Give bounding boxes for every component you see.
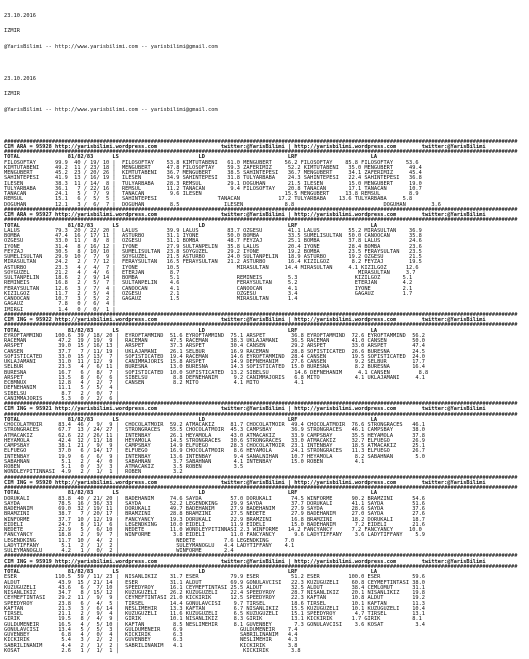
horse-row: DOGUHAN 12.1 3 / 6/ 7 | DOGUHAN 8.5 ILESEN 8.8 DOGUHAN 3.6: [4, 201, 441, 208]
horse-row: TULYARBABA 36.1 7 / 22/ 16 | REMSUL 11.2 TANACAN 9.4 FILOSOFTAY 20.8 TANACAN 17.1 TANACAN 10.7: [4, 185, 422, 192]
column-header-row: TOTAL 81/82/83 LS LD LRF LA: [4, 327, 378, 334]
horse-row: WONDLEYPITINNASI 4.9 2 / 1/ 1 | ROBEN 3.2: [4, 469, 183, 476]
horse-row: CANOOCAN 10.7 3 / 5/ 2 | GAGAUZ 1.5 MIRASULTAN 1.4: [4, 296, 298, 302]
horse-row: SABRILINANIM 4.4 2 / 1/ 2 | SABRILINANIM 4.1 KICKIRIK 3.8: [4, 642, 298, 649]
horse-row: CANIMMAJORIS 5.3 0 / 2/ 6 |: [4, 395, 119, 402]
section-separator: #################################################################################################################################################################: [4, 311, 518, 318]
horse-row: GAGAUZ 7.8 0 / 6/ 4 |: [4, 301, 116, 308]
horse-row: KUZUGUZELI 43.6 6 / 7/ 10 | SPEEDYROY 16.1 CEYMEFTINTASI 25.5 ALDUT 32.5 ALDUT 38.4 CEMLOMUT 31.1: [4, 584, 425, 591]
race-section: [4, 554, 525, 654]
horse-row: UKLAJAMANI 31.0 11 / 12/ 9 | CANIMMAJORIS 15.8 ARSPET 14.9 DEFNEHANIM 27.6 CANSEN 9.2 SELBUR 17.7: [4, 359, 425, 365]
column-header-row: TOTAL 81/82/83 LS LD LRF LA: [4, 569, 378, 575]
report-city: IZMIR: [4, 28, 20, 35]
horse-row: ESER 110.5 59 / 11/ 23 | NISANLIKIZ 31.7 ESER 79.9 ESER 51.2 ESER 100.0 ESER 59.6: [4, 574, 425, 581]
race-section: [4, 313, 525, 402]
horse-row: STRONGRACES 67.7 13 / 24/ 27 | STRONGRACES 55.5 CHOCOLATMOIR 45.3 CAMPSBAY 36.9 STRONGRACES 46.1 CAMPSBAY 38.0: [4, 427, 425, 434]
horse-row: MENGUBERT 45.2 23 / 20/ 26 | KIMTUTABENI 36.7 MENGUBERT 38.5 SAHINTEPESI 36.7 MENGUBERT 34.1 ZAFERIMIZ 45.4: [4, 170, 422, 176]
section-title: CIM ING = 95921 http://yarisbilimi.wordpress.com twitter:@YarisBilimi | http://yarisbilimi.wordpress.com twitter:@YarisBilimi: [4, 406, 486, 413]
horse-row: MIRASULTAN 24.2 2 / 7/ 12 | FERAYSULTAN 16.5 FERAYSULTAN 21.2 ASTURBO 16.4 KIZILGOZ 8.2 FEYZAJ 19.5: [4, 259, 422, 266]
section-separator: #################################################################################################################################################################: [4, 149, 518, 155]
horse-row: DORUKALI 83.8 40 / 21/ 20 | BADEHANIM 74.6 SAYDA 57.0 DORUKALI 74.5 WINFORME 90.2 BRAMZINI 54.6: [4, 495, 425, 502]
horse-row: REMINEIS 16.8 2 / 5/ 7 | SULTANPELIN 4.6 FERAYSULTAN 5.2 ETERJAN 4.2: [4, 280, 413, 287]
column-header-row: TOTAL 81/82/83 LS LD LRF LA: [4, 416, 378, 423]
horse-row: SOYGUZEL 21.2 4 / 4/ 6 | ETERJAN 8.7 MIRASULTAN 3.7: [4, 269, 416, 276]
horse-row: BOMBA 47.4 16 / 17/ 11 | ASTURBO 31.1 IYONE 50.0 BOMBA 33.5 SUMELISULTAN 50.0 CANOOCAN 35.8: [4, 233, 422, 239]
horse-row: WINFORME 37.7 10 / 12/ 19 | FANCYANCY 19.3 DORUKALI 22.9 BRAMZINI 16.8 BRAMZINI 18.2 DORUKALI 18.7: [4, 516, 425, 523]
horse-row: ARSPET 13.5 8 / 6/ 6 | SIBELSU 8.8 DEFNEHANIM 9.2 CANIMMAJORIS 6.8 MITO 4.1 UKLAJAMANI 4.1: [4, 374, 425, 381]
report-page: [4, 3, 525, 654]
horse-row: KICKIRIK 5.4 3 / 2/ 2 | GUVENBEY 6.3 NESLIMEHIR 4.3: [4, 637, 298, 644]
horse-row: ARSPET 39.0 15 / 16/ 13 | ARSPET 37.3 ARSPET 30.4 CANSEN 29.2 ARSPET 33.0 ARSPET 47.4: [4, 343, 425, 350]
horse-row: KAFTAN 21.3 3 / 6/ 14 | NESLIMEHIR 13.3 KAFTAN 6.7 NISANLIKIZ 15.5 KUZUGUZELI 10.1 KUZUGUZELI 10.4: [4, 605, 425, 612]
horse-row: CEYMEFTINTASI 29.2 11 / 9/ 9 | CEYMEFTINTASI 21.0 KICKIRIK 12.5 SPEEDYROY 22.3 KAFTAN 10.8 ALDUT 19.2: [4, 595, 425, 602]
section-separator: #################################################################################################################################################################: [4, 206, 518, 213]
horse-row: FANCYANCY 18.8 2 / 9/ 7 | WINFORME 3.8 EIDELI 11.0 FANCYANCY 9.6 LADYTIFFANY 3.6 LADYTIFFANY 5.9: [4, 532, 425, 539]
horse-row: SELBUR 23.3 4 / 6/ 11 | BURESNA 13.0 BURESNA 14.3 SOFISTICATED 15.0 BURESNA 8.2 BURESNA 16.4: [4, 364, 425, 371]
horse-row: IMIRGI 1.4 0 / 0/ 1 |: [4, 306, 116, 313]
section-title: CIM ING = 95922 http://yarisbilimi.wordpress.com twitter:@YarisBilimi | http://yarisbilimi.wordpress.com twitter:@YarisBilimi: [4, 317, 486, 323]
horse-row: TANACAN 24.1 5 / 7/ 9 | TANACAN 9.6 ILESEN 15.5 MENGUBERT 13.8 REMSUL 8.9: [4, 191, 419, 197]
horse-row: EYROFTAMMIND 100.6 39 / 18/ 20 | EYROFTAMMIND 51.6 EYROFTAMMIND 75.1 ARSPET 36.8 EYROFTAMMIND 72.6 EYROFTAMMIND 56.2: [4, 332, 425, 339]
horse-row: ILESEN 38.3 11 / 14/ 8 | TULYARBABA 28.3 REMSUL 29.1 DOGUHAN 21.5 ILESEN 15.0 MENGUBERT 19.0: [4, 180, 422, 187]
report-city-repeat: IZMIR: [4, 91, 20, 98]
horse-row: TIRSEL 21.1 2 / 9/ 4 | KUZUGUZELI 11.6 KUZUGUZELI 6.5 KUZUGUZELI 15.1 SPEEDYROY 4.7 TIRSEL 13.1: [4, 611, 425, 617]
section-separator: #################################################################################################################################################################: [4, 553, 518, 560]
horse-row: ATMACAKIZ 62.6 22 / 26/ 11 | INTENBAY 26.1 HEYAMOLA 43.0 ATMACAKIZ 33.9 CAMPSBAY 35.5 HEYAMOLA 37.8: [4, 432, 425, 439]
horse-row: NISANLIKIZ 34.7 8 / 15/ 12 | KUZUGUZELI 26.2 KUZUGUZELI 22.4 SPEEDYROY 28.7 NISANLIKIZ 20.1 NISANLIKIZ 19.8: [4, 590, 425, 596]
section-separator: #################################################################################################################################################################: [4, 401, 518, 407]
horse-row: SAHINTEPESI 41.9 13 / 16/ 19 | ILESEN 34.9 SAHINTEPESI 31.8 TULYARBABA 24.3 SAHINTEPESI 22.4 SAHINTEPESI 36.8: [4, 175, 422, 182]
horse-row: SPEEDYROY 23.8 6 / 4/ 5 | TIRSEL 14.4 GONULAVCISI 9.7 TIRSEL 18.6 TIRSEL 10.1 KAFTAN 11.3: [4, 600, 425, 607]
horse-row: CAMPSBAY 38.1 21 / 9/ 9 | CAMPSBAY 14.9 ELFUEGO 28.3 CHOCOLATMOIR 23.1 INTENBAY 18.5 ATMACAKIZ 25.1: [4, 443, 425, 449]
race-sections: [4, 140, 525, 655]
horse-row: GULDUMENEIR 16.5 4 / 5/ 10 | KAFTAN 8.5 NESLIMEHIR 8.1 GUVENBEY 7.3 GONULAVCISI 3.6 KOSAT 3.4: [4, 621, 425, 628]
horse-row: BURESNA 16.7 6 / 8/ 7 | SOFISTICATED 10.0 SOFISTICATED 13.2 SIBELSU 14.6 DEFNEHANIM 4.1 CANSEN 8.8: [4, 369, 429, 376]
horse-row: KIMTUTABENI 49.2 11 / 23/ 18 | MENGUBERT 47.8 FILOSOFTAY 59.3 ZAFERIMIZ 52.2 KIMTUTABENI 35.0 MENGUBERT 49.4: [4, 164, 422, 171]
horse-row: KIZILGOZ 11.7 2 / 5/ 4 | OZGESU 2.1 OZGESU 3.4 GAGAUZ 1.7: [4, 290, 413, 297]
horse-row: GONULAVCISI 13.4 5 / 5/ 3 | GULDUMENEIR 6.9 GULDUMENEIR 7.4: [4, 626, 298, 633]
horse-row: SULTANPELIN 18.6 2 / 9/ 14 | BOMBA 5.1 REMINEIS 5.3 KIZILGOZ 5.1: [4, 275, 413, 281]
horse-row: ALDUT 43.9 15 / 21/ 14 | ESER 31.1 ALDUT 69.9 GONULAVCISI 22.3 KUZUGUZELI 60.8 CEYMEFTINTASI 38.0: [4, 579, 425, 586]
horse-row: HEYAMOLA 42.4 12 / 11/ 18 | HEYAMOLA 14.5 STRONGRACES 30.6 STRONGRACES 33.0 ATMACAKIZ 32.7 ELFUEGO 26.9: [4, 437, 425, 444]
horse-row: CANSEN 37.7 7 / 11/ 19 | UKLAJAMANI 26.1 SELBUR 16.9 RACEMAN 28.8 SOFISTICATED 26.6 BURESNA 24.5: [4, 348, 425, 355]
horse-row: FEYZAJ 30.5 8 / 10/ 10 | SUMELISULTAN 23.8 SOYGUZEL 29.2 IYONE 19.2 BOMBA 23.5 FERAYSULTAN 23.5: [4, 248, 422, 255]
race-section: [4, 476, 525, 555]
horse-row: ECBMNUX 12.8 4 / 2/ 7 | CANSEN 8.2 MITO 4.1 MITO 4.1: [4, 380, 304, 386]
horse-row: ASTURBO 23.3 4 / 4/ 7 | IYONE 10.5 MIRASULTAN 14.4 MIRASULTAN 4.1 KIZILGOZ 12.6: [4, 264, 419, 271]
horse-row: SAYDA 78.5 16 / 36/ 33 | SAYDA 52.2 LEGENDKING 29.9 SAYDA 37.7 DORUKALI 41.1 SAYDA 51.6: [4, 500, 425, 507]
blank-line: [4, 124, 525, 129]
section-title: CIM ING = 95919 http://yarisbilimi.wordpress.com twitter:@YarisBilimi | http://yarisbilimi.wordpress.com twitter:@YarisBilimi: [4, 558, 486, 565]
race-section: [4, 208, 525, 313]
horse-row: FERAYSULTAN 12.6 3 / 7/ 4 | CANOOCAN 4.1 CANOOCAN 4.1 IYONE 2.1: [4, 285, 413, 292]
column-header-row: TOTAL 81/82/83 LS LD LRF LA: [4, 154, 378, 161]
horse-row: DEFNEHANIM 11.1 5 / 5/ 4 |: [4, 385, 119, 392]
section-separator: #################################################################################################################################################################: [4, 138, 518, 145]
section-separator: #################################################################################################################################################################: [4, 563, 518, 570]
horse-row: LALUS 79.3 20 / 22/ 20 | LALUS 39.9 LALUS 83.7 OZGESU 41.1 LALUS 55.2 MIRASULTAN 36.9: [4, 227, 422, 234]
horse-row: CHOCOLATMOIR 83.4 46 / 9/ 9 | CHOCOLATMOIR 59.2 ATMACAKIZ 81.7 CHOCOLATMOIR 49.4 CHOCOLATMOIR 76.6 STRONGRACES 46.1: [4, 422, 425, 428]
horse-row: SULEYMANOGLU 4.2 1 / 0/ 2 | WINFORME 2.4: [4, 548, 234, 554]
column-header-row: TOTAL 81/82/83 LS LD LRF LA: [4, 222, 378, 229]
race-section: [4, 140, 525, 208]
horse-row: REMSUL 15.1 6 / 5/ 5 | SAHINTEPESI TANACAN 17.2 TULYARBABA 13.6 TULYARBABA 5.8: [4, 196, 413, 203]
report-contact: @YarisBilimi -- http://www.yarisbilimi.com -- yarisbilimi@gmail.com: [4, 44, 218, 50]
section-separator: #################################################################################################################################################################: [4, 322, 518, 329]
section-separator: #################################################################################################################################################################: [4, 217, 518, 224]
column-header-row: TOTAL 81/82/83 LS LD LRF LA: [4, 490, 378, 497]
horse-row: INTENBAY 19.9 6 / 6/ 9 | INTENBAY 13.6 INTENBAY 9.4 SANALNIHAN 10.7 HEYAMOLA 8.2 SABAHNAN 5.0: [4, 453, 425, 460]
horse-row: KOSAT 2.6 1 / 1/ 1 | KICKIRIK 3.8: [4, 647, 301, 654]
horse-row: SUMELISULTAN 29.9 10 / 7/ 9 | SOYGUZEL 21.5 ASTURBO 24.0 SULTANPELIN 18.9 ASTURBO 19.2 OZGESU 21.5: [4, 254, 422, 260]
horse-row: EIDELI 24.7 8 / 11/ 6 | LEGENDKING 10.0 EIDELI 11.9 EIDELI 15.0 BADEHANIM 7.2 EIDELI 21.6: [4, 521, 425, 528]
horse-row: OZGESU 33.0 11 / 8/ 8 | OZGESU 31.1 BOMBA 48.7 FEYZAJ 25.1 BOMBA 37.8 LALUS 24.6: [4, 238, 422, 245]
horse-row: GIRIK 19.5 8 / 4/ 9 | GIRIK 10.1 NISANLIKIZ 8.3 GIRIK 13.1 KICKIRIK 1.7 GIRIK 8.1: [4, 616, 422, 623]
horse-row: FILOSOFTAY 99.9 40 / 19/ 10 | FILOSOFTAY 53.8 KIMTUTABENI 61.0 MENGUBERT 56.2 FILOSOFTAY 85.8 FILOSOFTAY 53.6: [4, 159, 419, 166]
horse-row: SIBELSU 8.7 2 / 0/ 7 |: [4, 390, 119, 397]
section-title: CIM ING = 95920 http://yarisbilimi.wordpress.com twitter:@YarisBilimi | http://yarisbilimi.wordpress.com twitter:@YarisBilimi: [4, 479, 486, 486]
horse-row: SOFISTICATED 33.0 15 / 13/ 7 | SOFISTICATED 19.4 RACEMAN 14.6 EYROFTAMMIND 28.4 CANSEN 19.5 SOFISTICATED 24.0: [4, 353, 425, 360]
section-title: CIM ARA = 95928 http://yarisbilimi.wordpress.com twitter:@YarisBilimi | http://yarisbilimi.wordpress.com twitter:@YarisBilimi: [4, 143, 486, 150]
section-separator: #################################################################################################################################################################: [4, 485, 518, 491]
horse-row: LEGENDKING 11.7 10 / 4/ 2 | NEDETE 7.6 LEGENDKING 7.0: [4, 537, 295, 544]
horse-row: ELFUEGO 37.0 6 / 14/ 17 | ELFUEGO 16.9 CHOCOLATMOIR 8.6 HEYAMOLA 24.1 STRONGRACES 11.3 ELFUEGO 26.7: [4, 448, 425, 455]
horse-row: NEDETE 22.9 5 / 6/ 10 | NEDETE 11.0 WONDLEYPITINNASI 2.3 WINFORME 14.2 FANCYANCY 7.2 FANCYANCY 10.0: [4, 527, 422, 533]
horse-row: ROBEN 5.1 0 / 3/ 3 | ATMACAKIZ 3.5 ROBEN 3.5: [4, 464, 244, 470]
horse-row: SABAHNAN 5.1 2 / 4/ 0 | SABAHNAN 3.7 SABAHNAN 4.1 INTENBAY 15.0 ROBEN 4.1: [4, 458, 365, 465]
race-section: [4, 402, 525, 476]
blank-line: [4, 61, 525, 66]
horse-row: IYONE 31.4 8 / 16/ 12 | IYONE 27.9 SULTANPELIN 35.8 LALUS 20.4 IYONE 28.4 BOMBA 23.6: [4, 243, 422, 250]
horse-row: BADEHANIM 69.0 32 / 19/ 11 | DORUKALI 49.7 BADEHANIM 27.9 BADEHANIM 27.9 SAYDA 28.6 SAYDA 37.6: [4, 506, 425, 512]
section-title: CIM ARA = 95927 http://yarisbilimi.wordpress.com twitter:@YarisBilimi | http://yarisbilimi.wordpress.com twitter:@YarisBilimi: [4, 212, 486, 218]
report-contact-repeat: @YarisBilimi -- http://www.yarisbilimi.com -- yarisbilimi@gmail.com: [4, 107, 218, 113]
horse-row: LADYTIFFANY 5.1 2 / 1/ 2 | SULEYMANOGLU 4.4 LADYTIFFANY 4.1: [4, 542, 295, 549]
horse-row: GUVENBEY 6.8 4 / 0/ 4 | KICKIRIK 6.3 SABRILINANIM 4.4: [4, 632, 298, 638]
horse-row: RACEMAN 47.2 19 / 19/ 9 | RACEMAN 47.5 RACEMAN 38.3 UKLAJAMANI 36.5 RACEMAN 41.0 CANSEN 50.0: [4, 338, 425, 344]
section-separator: #################################################################################################################################################################: [4, 474, 518, 481]
report-date-repeat: 23.10.2016: [4, 75, 36, 82]
report-date: 23.10.2016: [4, 12, 36, 19]
section-separator: #################################################################################################################################################################: [4, 411, 518, 418]
horse-row: BRAMZINI 38.7 7 / 20/ 17 | BRAMZINI 28.8 BRAMZINI 27.5 NEDETE 27.9 BADEHANIM 27.0 SAYDA 27.6: [4, 511, 425, 518]
